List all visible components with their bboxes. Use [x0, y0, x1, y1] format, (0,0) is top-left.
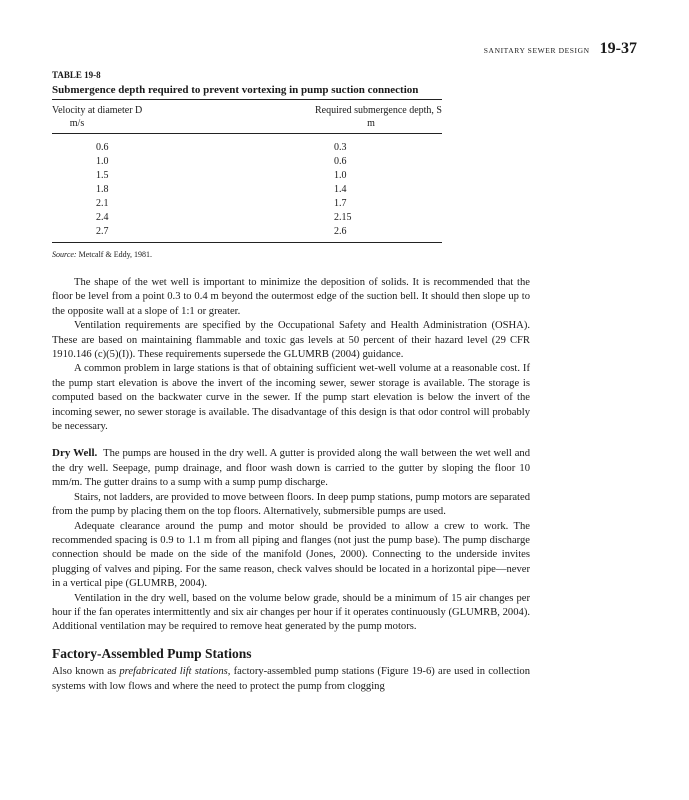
cell-depth: 2.15 [334, 212, 352, 223]
paragraph-clearance: Adequate clearance around the pump and motor should be provided to allow a crew to work. The recommended spacing is 0.9 to 1.1 m from all piping and flanges (not just the pump base). The pump discharge connection should be made on the side of the manifold (Jones, 2000). Connecting to the underside invites plugging of valves and piping. For the same reason, check valves should be located in a horizontal pipe—never in a vertical pipe (GLUMRB, 2004). [52, 520, 530, 590]
paragraph-wet-well-shape: The shape of the wet well is important to minimize the deposition of solids. It is recommended that the floor be level from a point 0.3 to 0.4 m beyond the outermost edge of the suction bell. It should then slope up to the opposite wall at a slope of 1:1 or greater. [52, 277, 530, 317]
table-row [52, 211, 442, 225]
cell-depth: 1.7 [334, 198, 347, 209]
paragraph-wet-well-volume: A common problem in large stations is that of obtaining sufficient wet-well volume at a reasonable cost. If the pump start elevation is above the invert of the incoming sewer, sewer storage is available. The storage is computed based on the backwater curve in the sewer. If the pump start elevation is below the invert of the incoming sewer, no sewer storage is available. The disadvantage of this design is that odor control will probably be necessary. [52, 363, 530, 433]
page-number: 19-37 [599, 40, 637, 57]
table-row [52, 169, 442, 183]
section-heading: Factory-Assembled Pump Stations [52, 645, 252, 661]
col-unit-velocity: m/s [69, 118, 85, 129]
paragraph-dry-well-ventilation: Ventilation in the dry well, based on the volume below grade, should be a minimum of 15 air changes per hour if the fan operates intermittently and six air changes per hour if it operates continuously (GLUMRB, 2004). Additional ventilation may be required to remove heat generated by the pump motors. [52, 592, 530, 633]
running-head [484, 40, 637, 58]
table-row [52, 197, 442, 211]
cell-velocity: 1.0 [96, 156, 109, 167]
table-number: TABLE 19-8 [52, 70, 101, 80]
dry-well-heading: Dry Well. [52, 447, 98, 460]
cell-depth: 2.6 [334, 226, 347, 237]
paragraph-ventilation: Ventilation requirements are specified by the Occupational Safety and Health Administration (OSHA). These are based on maintaining flammable and toxic gas levels at 50 percent of their hazard level (29 CFR 1910.146 (c)(5)(I)). These requirements supersede the GLUMRB (2004) guidance. [52, 320, 530, 361]
cell-velocity: 2.7 [96, 226, 109, 237]
cell-velocity: 0.6 [96, 142, 109, 153]
table-row [52, 141, 442, 155]
table-source [52, 250, 442, 259]
table-caption: Submergence depth required to prevent vortexing in pump suction connection [52, 84, 442, 100]
paragraph-stairs: Stairs, not ladders, are provided to move between floors. In deep pump stations, pump motors are separated from the pump by placing them on the top floors. Alternatively, submersible pumps are used. [52, 491, 530, 518]
cell-depth: 0.6 [334, 156, 347, 167]
source-text: Metcalf & Eddy, 1981. [78, 250, 153, 259]
p8-start: Also known as [52, 666, 117, 678]
table-header-row [52, 105, 442, 116]
cell-depth: 1.4 [334, 184, 347, 195]
cell-velocity: 1.8 [96, 184, 109, 195]
table-row [52, 225, 442, 239]
cell-depth: 0.3 [334, 142, 347, 153]
cell-depth: 1.0 [334, 170, 347, 181]
body-text [52, 276, 530, 694]
p8-italic-term: prefabricated lift stations, [119, 666, 231, 678]
table-row [52, 183, 442, 197]
paragraph-factory-assembled [52, 665, 530, 694]
paragraph-dry-well [52, 446, 530, 490]
cell-velocity: 2.4 [96, 212, 109, 223]
table-units-row [52, 118, 442, 134]
source-label: Source: [52, 250, 77, 259]
cell-velocity: 2.1 [96, 198, 109, 209]
table-row [52, 155, 442, 169]
p8-end: factory-assembled pump stations (Figure 19-6) are used in collection systems with low flows and where the need to protect the pump from clogging [52, 666, 530, 692]
cell-velocity: 1.5 [96, 170, 109, 181]
table-19-8 [52, 70, 442, 259]
col-header-depth: Required submergence depth, S [314, 105, 442, 116]
col-unit-depth: m [367, 118, 375, 129]
table-body [52, 141, 442, 243]
running-head-title: SANITARY SEWER DESIGN [483, 46, 590, 55]
dry-well-text: The pumps are housed in the dry well. A gutter is provided along the wall between the wet well and the dry well. Seepage, pump drainage, and floor wash down is carried to the gutter by sloping the floor 10 mm/m. The gutter drains to a sump with a sump pump discharge. [52, 448, 530, 489]
col-header-velocity: Velocity at diameter D [52, 105, 143, 116]
